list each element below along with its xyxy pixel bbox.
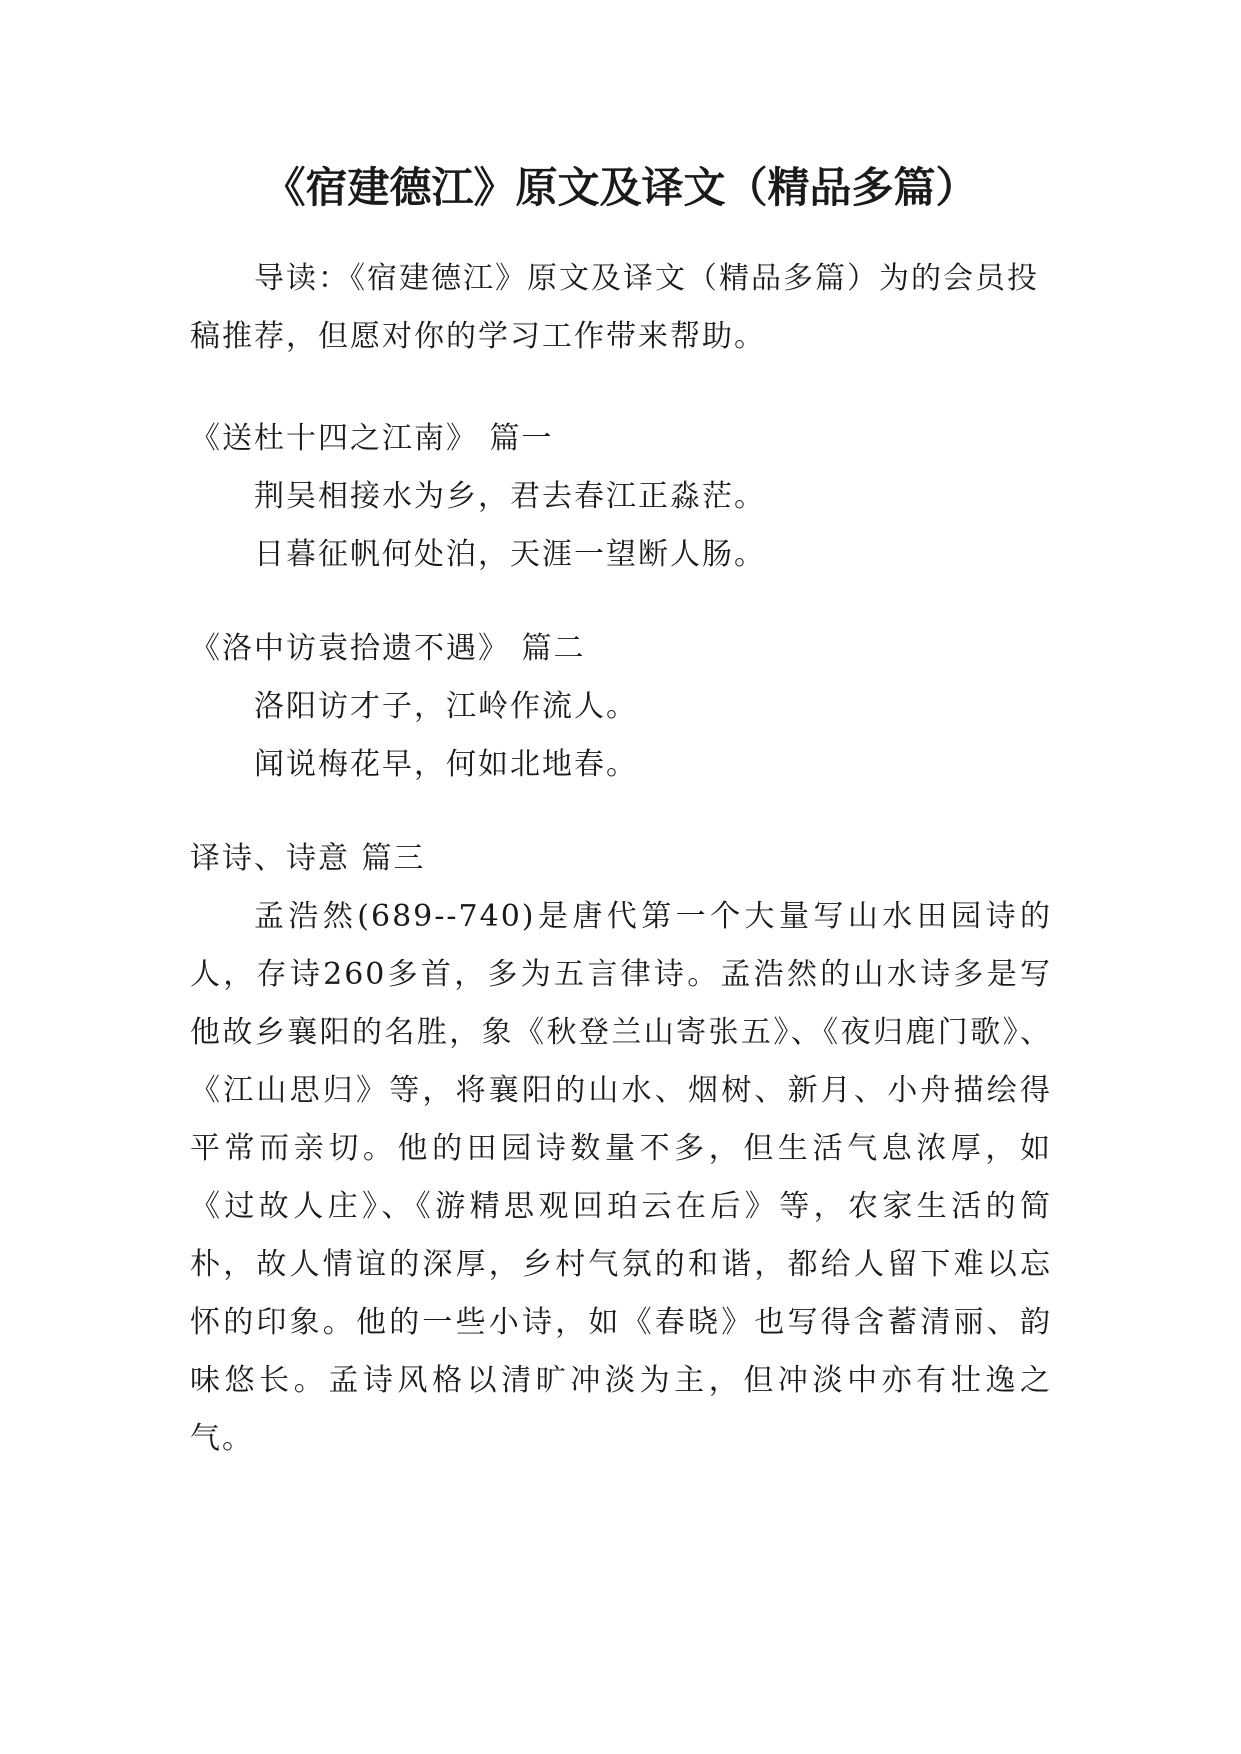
intro-block [190, 250, 1052, 366]
section-2 [190, 620, 1052, 794]
intro-paragraph: 导读：《宿建德江》原文及译文（精品多篇）为的会员投稿推荐，但愿对你的学习工作带来帮助。 [190, 261, 1039, 354]
section-1 [190, 410, 1052, 584]
poem-line: 洛阳访才子，江岭作流人。 [254, 689, 638, 724]
section-heading: 《送杜十四之江南》 篇一 [190, 421, 554, 456]
section-heading: 《洛中访袁拾遗不遇》 篇二 [190, 631, 586, 666]
section-3 [190, 830, 1052, 1468]
body-paragraph: 孟浩然(689--740)是唐代第一个大量写山水田园诗的人，存诗260多首，多为五言律诗。孟浩然的山水诗多是写他故乡襄阳的名胜，象《秋登兰山寄张五》、《夜归鹿门歌》、《江山思归》等，将襄阳的山水、烟树、新月、小舟描绘得平常而亲切。他的田园诗数量不多，但生活气息浓厚，如《过故人庄》、《游精思观回珀云在后》等，农家生活的简朴，故人情谊的深厚，乡村气氛的和谐，都给人留下难以忘怀的印象。他的一些小诗，如《春晓》也写得含蓄清丽、韵味悠长。孟诗风格以清旷冲淡为主，但冲淡中亦有壮逸之气。 [190, 899, 1052, 1456]
section-heading: 译诗、诗意 篇三 [190, 841, 426, 876]
poem-line: 日暮征帆何处泊，天涯一望断人肠。 [254, 537, 766, 572]
poem-line: 荆吴相接水为乡，君去春江正淼茫。 [254, 479, 766, 514]
poem-line: 闻说梅花早，何如北地春。 [254, 747, 638, 782]
document-title: 《宿建德江》原文及译文（精品多篇） [263, 163, 978, 212]
